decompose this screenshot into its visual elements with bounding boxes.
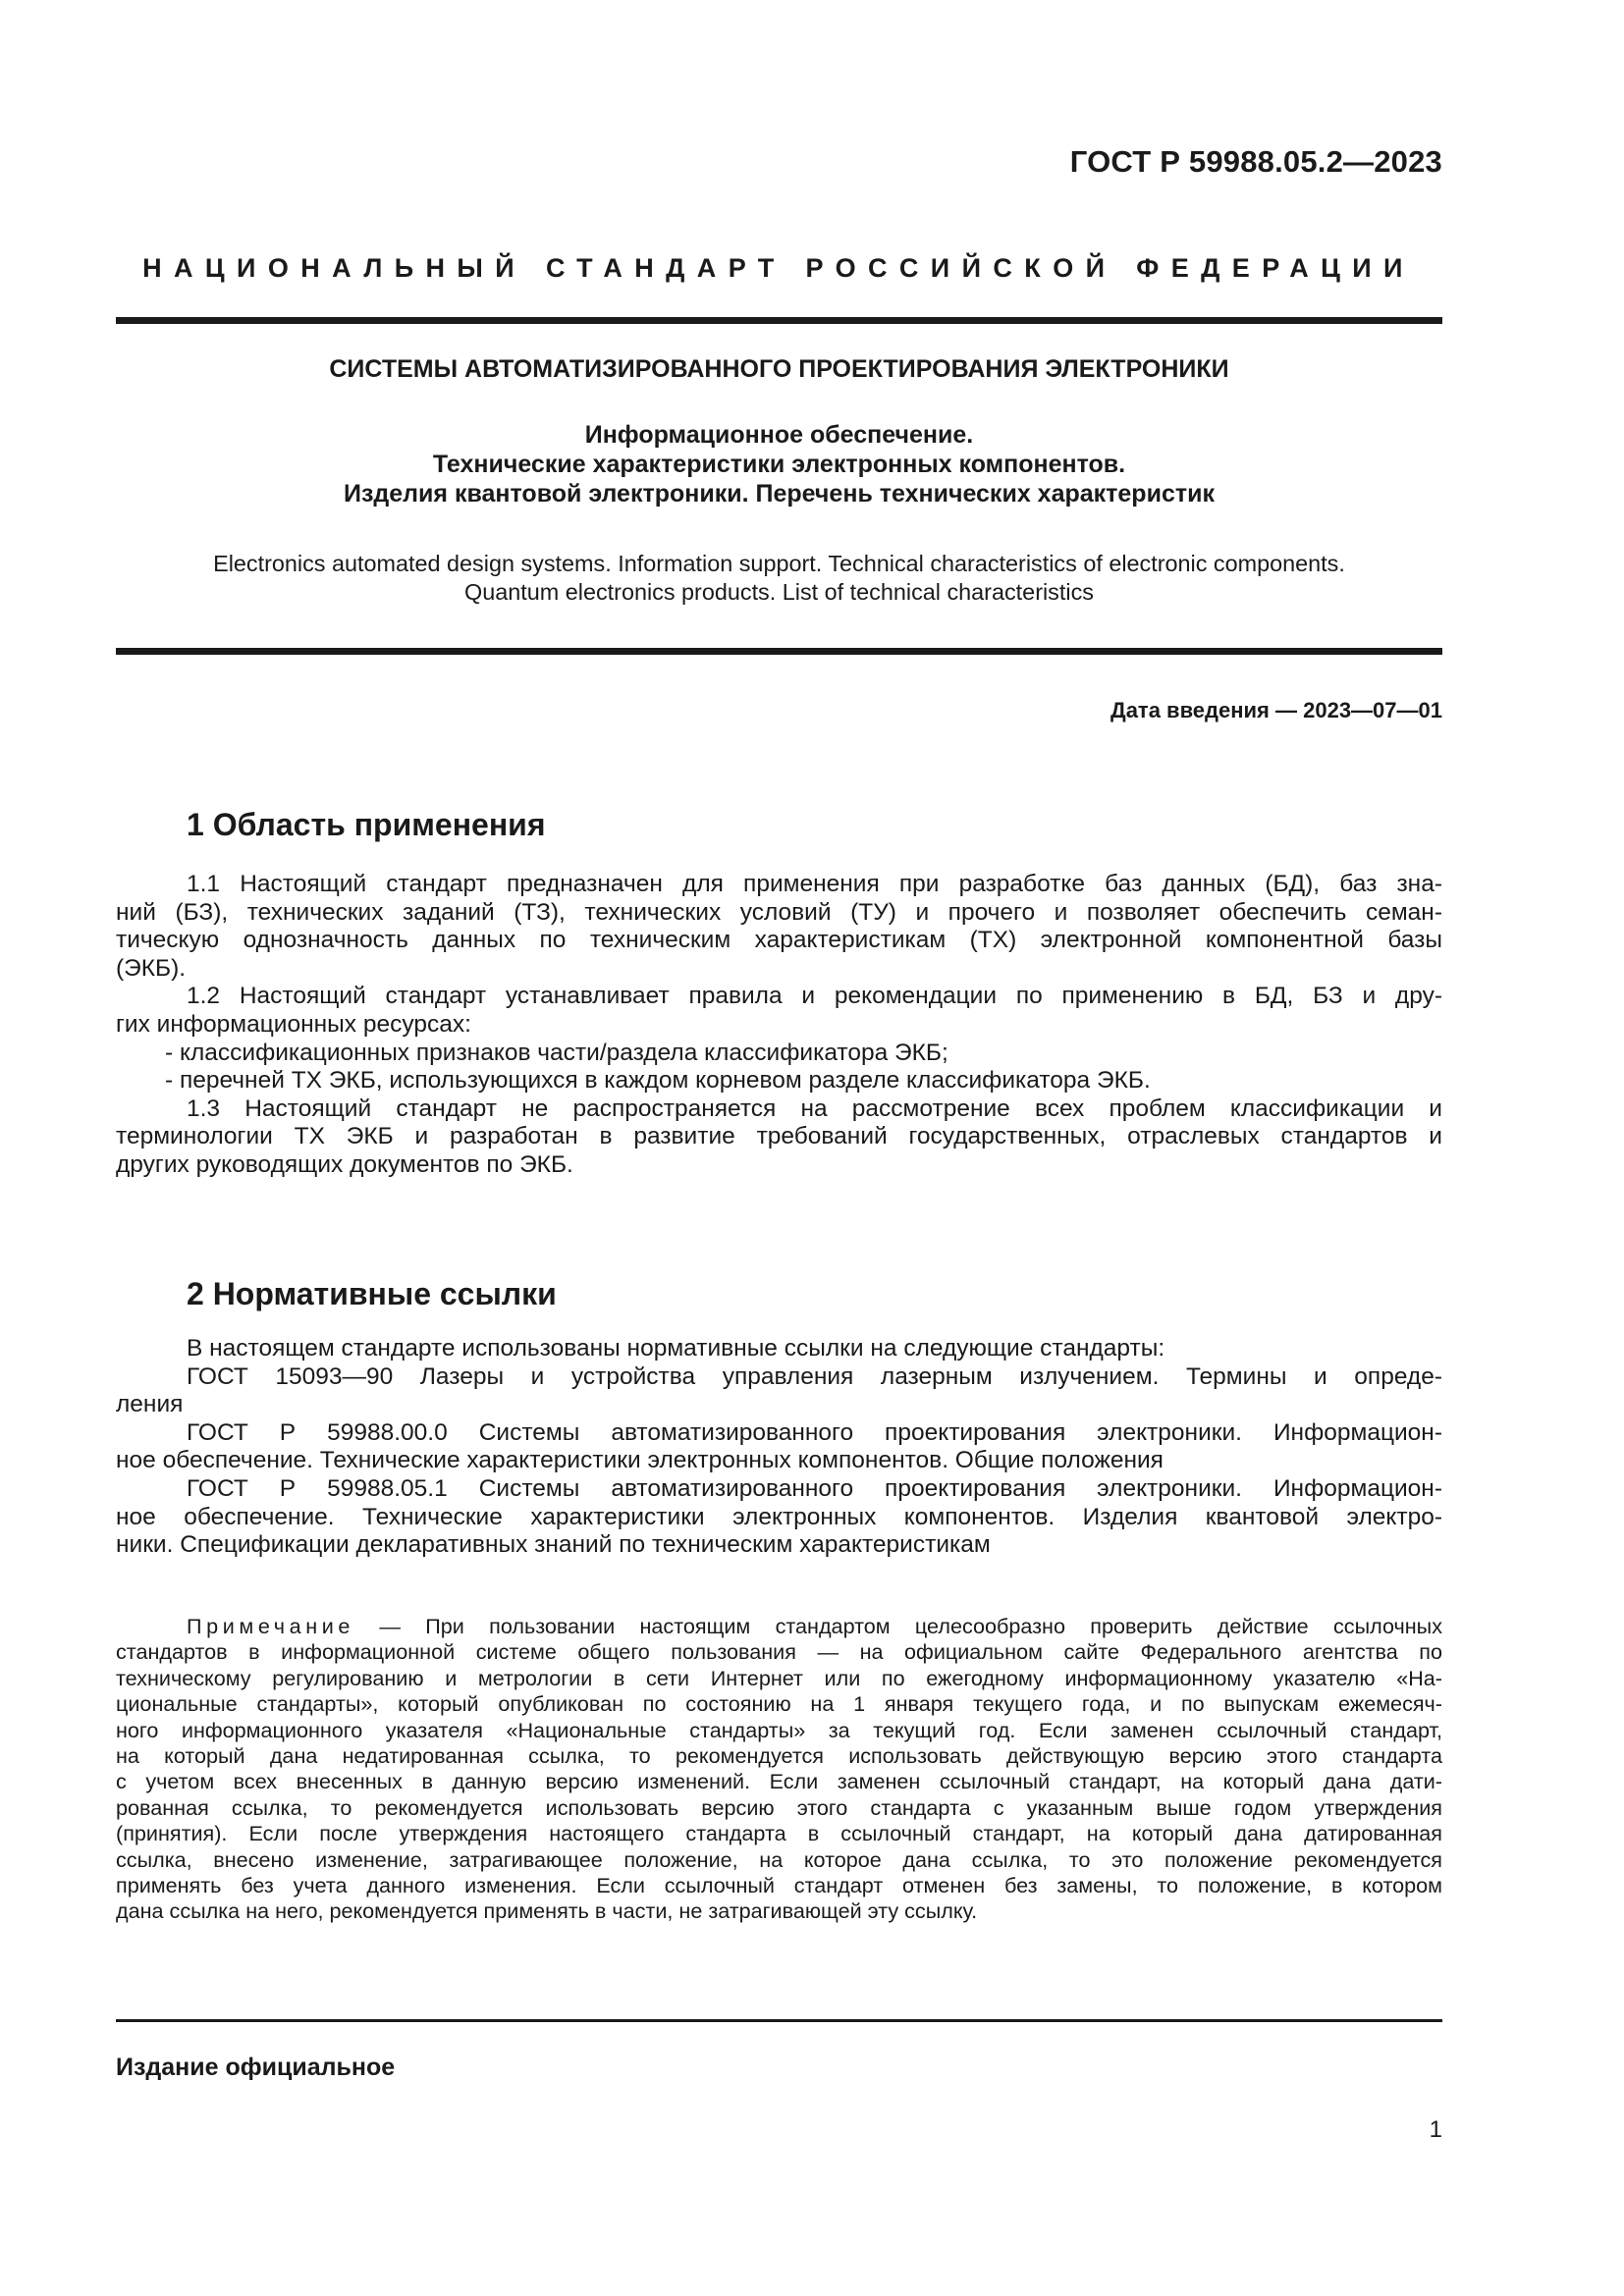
- note-line: циональные стандарты», который опубликован по состоянию на 1 января текущего года, и по выпускам ежемесяч-: [116, 1691, 1442, 1717]
- paragraph-line: ний (БЗ), технических заданий (ТЗ), технических условий (ТУ) и прочего и позволяет обеспечить семан-: [116, 898, 1442, 926]
- note-line: с учетом всех внесенных в данную версию изменений. Если заменен ссылочный стандарт, на который дана дати-: [116, 1769, 1442, 1794]
- section-2-body: [116, 1335, 1442, 1560]
- note-first-line: [116, 1614, 1442, 1639]
- english-title: [116, 550, 1442, 607]
- note-line: стандартов в информационной системе общего пользования — на официальном сайте Федерального агентства по: [116, 1639, 1442, 1665]
- top-rule: [116, 317, 1442, 324]
- section-1-heading: 1 Область применения: [187, 807, 546, 842]
- page-number: 1: [1429, 2116, 1442, 2143]
- section-2-heading: 2 Нормативные ссылки: [187, 1276, 557, 1311]
- list-item: - перечней ТХ ЭКБ, использующихся в каждом корневом разделе классификатора ЭКБ.: [165, 1067, 1151, 1095]
- note-line: ссылка, внесено изменение, затрагивающее положение, на которое дана ссылка, то это положение рекомендуется: [116, 1846, 1442, 1872]
- subtitle-line: Технические характеристики электронных компонентов.: [432, 451, 1126, 478]
- section-1-body: [116, 871, 1442, 1180]
- note-label: Примечание: [187, 1614, 354, 1638]
- note-line: рованная ссылка, то рекомендуется использовать версию этого стандарта с указанным выше годом утверждения: [116, 1794, 1442, 1820]
- list-item: - классификационных признаков части/раздела классификатора ЭКБ;: [165, 1039, 948, 1066]
- english-title-line: Electronics automated design systems. Information support. Technical characteristics of electronic components.: [213, 551, 1345, 576]
- note-line: ного информационного указателя «Национальные стандарты» за текущий год. Если заменен ссылочный стандарт,: [116, 1717, 1442, 1742]
- reference-line: ГОСТ Р 59988.00.0 Системы автоматизированного проектирования электроники. Информацион-: [187, 1418, 1442, 1446]
- introduction-date: Дата введения — 2023—07—01: [1110, 698, 1442, 722]
- standard-designation: ГОСТ Р 59988.05.2—2023: [1069, 144, 1442, 179]
- paragraph-line: 1.2 Настоящий стандарт устанавливает правила и рекомендации по применению в БД, БЗ и дру-: [187, 983, 1442, 1010]
- note-line: применять без учета данного изменения. Если ссылочный стандарт отменен без замены, то положение, в котором: [116, 1873, 1442, 1898]
- reference-line: ники. Спецификации декларативных знаний по техническим характеристикам: [116, 1531, 991, 1559]
- subtitle-line: Изделия квантовой электроники. Перечень технических характеристик: [344, 480, 1215, 507]
- note-block: [116, 1614, 1442, 1925]
- footer-rule: [116, 2019, 1442, 2022]
- document-subtitle: [116, 420, 1442, 508]
- paragraph-line: 1.1 Настоящий стандарт предназначен для применения при разработке баз данных (БД), баз зна-: [187, 871, 1442, 897]
- paragraph-line: (ЭКБ).: [116, 954, 187, 982]
- reference-line: ления: [116, 1391, 184, 1418]
- note-text: — При пользовании настоящим стандартом целесообразно проверить действие ссылочных: [354, 1614, 1442, 1638]
- national-standard-heading: НАЦИОНАЛЬНЫЙ СТАНДАРТ РОССИЙСКОЙ ФЕДЕРАЦИИ: [142, 253, 1415, 283]
- english-title-line: Quantum electronics products. List of technical characteristics: [464, 579, 1094, 605]
- paragraph-line: терминологии ТХ ЭКБ и разработан в развитие требований государственных, отраслевых стандартов и: [116, 1123, 1442, 1150]
- note-line: на который дана недатированная ссылка, то рекомендуется использовать действующую версию этого стандарта: [116, 1743, 1442, 1769]
- paragraph-line: 1.3 Настоящий стандарт не распространяется на рассмотрение всех проблем классификации и: [187, 1095, 1442, 1122]
- paragraph-line: других руководящих документов по ЭКБ.: [116, 1150, 573, 1178]
- note-line: (принятия). Если после утверждения настоящего стандарта в ссылочный стандарт, на который дана датированная: [116, 1821, 1442, 1846]
- reference-line: ГОСТ 15093—90 Лазеры и устройства управления лазерным излучением. Термины и опреде-: [187, 1362, 1442, 1390]
- paragraph-line: В настоящем стандарте использованы нормативные ссылки на следующие стандарты:: [187, 1335, 1165, 1362]
- note-line: дана ссылка на него, рекомендуется применять в части, не затрагивающей эту ссылку.: [116, 1898, 978, 1924]
- reference-line: ное обеспечение. Технические характеристики электронных компонентов. Изделия квантовой электро-: [116, 1503, 1442, 1530]
- reference-line: ное обеспечение. Технические характеристики электронных компонентов. Общие положения: [116, 1447, 1164, 1474]
- paragraph-line: тическую однозначность данных по техническим характеристикам (ТХ) электронной компонентной базы: [116, 927, 1442, 954]
- subtitle-line: Информационное обеспечение.: [584, 421, 974, 449]
- note-line: техническому регулированию и метрологии в сети Интернет или по ежегодному информационному указателю «На-: [116, 1665, 1442, 1690]
- paragraph-line: гих информационных ресурсах:: [116, 1010, 471, 1038]
- official-edition-label: Издание официальное: [116, 2054, 396, 2081]
- document-title: СИСТЕМЫ АВТОМАТИЗИРОВАННОГО ПРОЕКТИРОВАНИЯ ЭЛЕКТРОНИКИ: [329, 355, 1229, 383]
- reference-line: ГОСТ Р 59988.05.1 Системы автоматизированного проектирования электроники. Информацион-: [187, 1474, 1442, 1502]
- title-bottom-rule: [116, 648, 1442, 655]
